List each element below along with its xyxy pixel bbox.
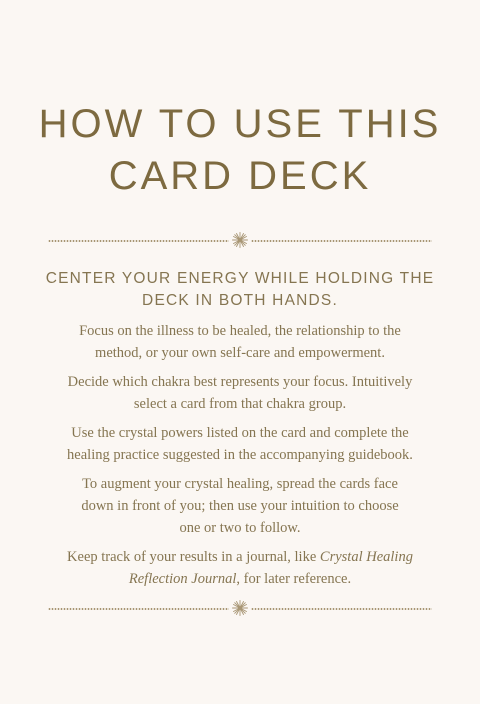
- paragraph-journal: [40, 546, 440, 590]
- paragraph-line: Decide which chakra best represents your focus. Intuitively: [67, 374, 413, 390]
- journal-title-part-2: Reflection Journal: [128, 571, 237, 587]
- paragraph-line: Focus on the illness to be healed, the relationship to the: [79, 323, 401, 339]
- paragraph-line: [40, 568, 440, 590]
- paragraph-focus: [40, 320, 440, 364]
- journal-text: Keep track of your results in a journal, like: [67, 549, 320, 565]
- paragraph-line: To augment your crystal healing, spread the cards face: [82, 476, 398, 492]
- journal-text: , for later reference.: [236, 571, 352, 587]
- bottom-divider: [48, 604, 432, 614]
- section-heading-line-1: CENTER YOUR ENERGY WHILE HOLDING THE: [45, 270, 435, 287]
- divider-dots-right: [251, 608, 432, 610]
- paragraph-line: method, or your own self-care and empowerment.: [95, 345, 385, 361]
- paragraph-line: down in front of you; then use your intuition to choose: [81, 498, 399, 514]
- section-heading: [40, 268, 440, 312]
- paragraph-line: one or two to follow.: [179, 520, 301, 536]
- title-line-1: HOW TO USE THIS: [38, 102, 442, 146]
- paragraph-chakra: [40, 371, 440, 415]
- paragraph-crystal-powers: [40, 422, 440, 466]
- sparkle-star-icon: [232, 232, 248, 248]
- page-title: [0, 98, 480, 202]
- top-divider: [48, 236, 432, 246]
- divider-dots-left: [48, 608, 229, 610]
- section-heading-line-2: DECK IN BOTH HANDS.: [142, 292, 338, 309]
- paragraph-line: [40, 546, 440, 568]
- paragraph-line: select a card from that chakra group.: [133, 396, 347, 412]
- divider-dots-right: [251, 240, 432, 242]
- paragraph-line: Use the crystal powers listed on the card and complete the: [71, 425, 409, 441]
- paragraph-spread: [40, 473, 440, 539]
- journal-title-part-1: Crystal Healing: [319, 549, 413, 565]
- divider-dots-left: [48, 240, 229, 242]
- title-line-2: CARD DECK: [108, 154, 372, 198]
- sparkle-star-icon: [232, 600, 248, 616]
- paragraph-line: healing practice suggested in the accompanying guidebook.: [67, 447, 413, 463]
